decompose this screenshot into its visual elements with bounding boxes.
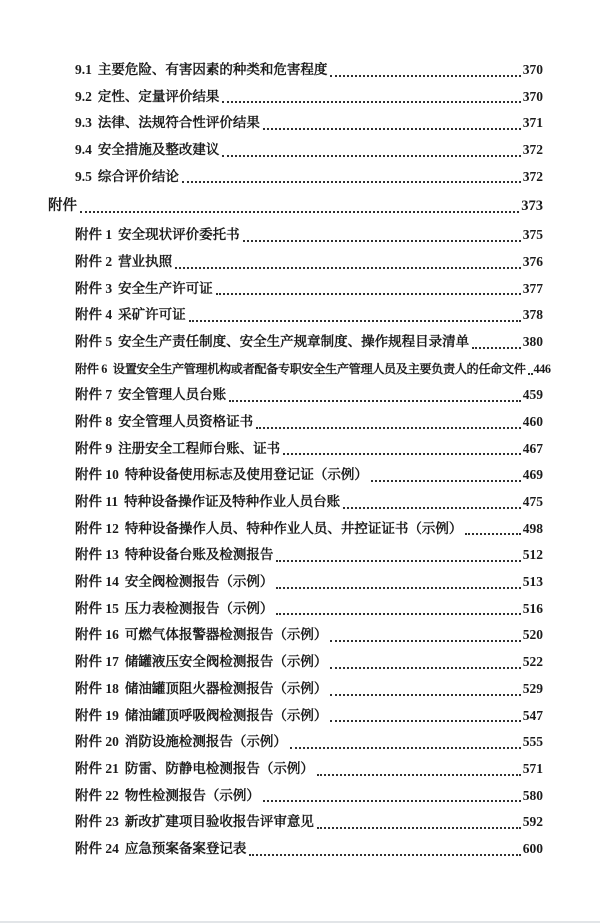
toc-entry-number: 附件 21 bbox=[75, 760, 119, 776]
leader-dots bbox=[260, 783, 523, 810]
toc-row bbox=[48, 57, 543, 84]
toc-entry-number: 附件 16 bbox=[75, 627, 119, 643]
toc-entry-number: 附件 2 bbox=[75, 253, 113, 269]
toc-page-number: 371 bbox=[522, 115, 543, 131]
toc-entry-number: 附件 19 bbox=[75, 707, 119, 723]
toc-page-number: 516 bbox=[522, 600, 543, 616]
toc-row bbox=[48, 436, 543, 463]
toc-page-number: 446 bbox=[533, 361, 551, 376]
toc-row bbox=[48, 649, 543, 676]
toc-entry-title: 安全阀检测报告（示例） bbox=[124, 574, 274, 590]
toc-row bbox=[48, 836, 543, 863]
toc-row bbox=[48, 329, 543, 356]
toc-page-number: 600 bbox=[522, 840, 543, 856]
toc-entry-title: 安全生产责任制度、安全生产规章制度、操作规程目录清单 bbox=[118, 333, 470, 349]
leader-dots bbox=[280, 436, 523, 463]
toc-row bbox=[48, 137, 543, 164]
toc-row bbox=[48, 409, 543, 436]
toc-page-number: 580 bbox=[522, 787, 543, 803]
toc-row bbox=[48, 676, 543, 703]
toc-entry-number: 附件 8 bbox=[75, 413, 113, 429]
toc-row bbox=[48, 193, 543, 220]
leader-dots bbox=[327, 703, 522, 730]
toc-entry-number: 附件 1 bbox=[75, 227, 113, 243]
toc-entry-title: 特种设备台账及检测报告 bbox=[124, 547, 274, 563]
toc-entry-number: 附件 23 bbox=[75, 814, 119, 830]
leader-dots bbox=[219, 137, 522, 164]
toc-entry-title: 新改扩建项目验收报告评审意见 bbox=[124, 814, 314, 830]
toc-entry-title: 注册安全工程师台账、证书 bbox=[118, 440, 281, 456]
toc-row bbox=[48, 809, 543, 836]
toc-page-number: 373 bbox=[521, 198, 543, 215]
toc-entry-title: 储罐液压安全阀检测报告（示例） bbox=[124, 654, 328, 670]
toc-entry-number: 附件 6 bbox=[75, 361, 107, 376]
toc-page-number: 370 bbox=[522, 88, 543, 104]
toc-entry-title: 设置安全生产管理机构或者配备专职安全生产管理人员及主要负责人的任命文件 bbox=[112, 361, 526, 376]
toc-entry-title: 压力表检测报告（示例） bbox=[124, 600, 274, 616]
toc-entry-title: 附件 bbox=[48, 198, 77, 215]
leader-dots bbox=[273, 596, 522, 623]
toc-row bbox=[48, 756, 543, 783]
toc-entry-title: 防雷、防静电检测报告（示例） bbox=[124, 760, 314, 776]
toc-row bbox=[48, 249, 543, 276]
leader-dots bbox=[246, 836, 522, 863]
toc-row bbox=[48, 356, 551, 383]
toc-row bbox=[48, 164, 543, 191]
toc-entry-title: 应急预案备案登记表 bbox=[124, 840, 247, 856]
toc-entry-number: 附件 4 bbox=[75, 307, 113, 323]
toc-page-number: 372 bbox=[522, 142, 543, 158]
toc-page-number: 376 bbox=[522, 253, 543, 269]
toc-entry-title: 主要危险、有害因素的种类和危害程度 bbox=[97, 62, 328, 77]
toc-entry-title: 采矿许可证 bbox=[118, 307, 186, 323]
toc-page-number: 512 bbox=[522, 547, 543, 563]
toc-row bbox=[48, 569, 543, 596]
toc-page-number: 547 bbox=[522, 707, 543, 723]
toc-entry-number: 附件 22 bbox=[75, 787, 119, 803]
toc-page-number: 475 bbox=[522, 494, 543, 509]
toc-entry-title: 特种设备操作证及特种作业人员台账 bbox=[124, 494, 341, 509]
toc-entry-number: 附件 24 bbox=[75, 840, 119, 856]
leader-dots bbox=[462, 516, 522, 543]
toc-page-number: 520 bbox=[522, 627, 543, 643]
leader-dots bbox=[314, 756, 523, 783]
toc-entry-title: 储油罐顶阻火器检测报告（示例） bbox=[124, 680, 328, 696]
toc-entry-title: 安全现状评价委托书 bbox=[118, 227, 240, 243]
toc-page-number: 522 bbox=[522, 654, 543, 670]
leader-dots bbox=[287, 729, 523, 756]
toc-row bbox=[48, 622, 543, 649]
toc-entry-number: 9.4 bbox=[75, 142, 92, 158]
toc-row bbox=[48, 596, 543, 623]
leader-dots bbox=[219, 84, 522, 111]
toc-entry-title: 储油罐顶呼吸阀检测报告（示例） bbox=[124, 707, 328, 723]
leader-dots bbox=[525, 356, 533, 383]
toc-entry-number: 附件 18 bbox=[75, 680, 119, 696]
toc-page-number: 459 bbox=[522, 387, 543, 403]
leader-dots bbox=[340, 489, 523, 516]
toc-row bbox=[48, 542, 543, 569]
toc-entry-number: 9.5 bbox=[75, 168, 92, 184]
toc-entry-title: 可燃气体报警器检测报告（示例） bbox=[124, 627, 328, 643]
toc-entry-title: 定性、定量评价结果 bbox=[97, 88, 220, 104]
toc-entry-number: 附件 20 bbox=[75, 734, 119, 750]
toc-entry-title: 安全管理人员台账 bbox=[118, 387, 227, 403]
toc-entry-title: 安全管理人员资格证书 bbox=[118, 413, 254, 429]
toc-row bbox=[48, 382, 543, 409]
toc-entry-number: 附件 15 bbox=[75, 600, 119, 616]
toc-page-number: 592 bbox=[522, 814, 543, 830]
toc-entry-number: 附件 3 bbox=[75, 280, 113, 296]
toc-entry-title: 消防设施检测报告（示例） bbox=[124, 734, 287, 750]
toc-entry-number: 附件 12 bbox=[75, 520, 119, 536]
toc-entry-number: 附件 13 bbox=[75, 547, 119, 563]
leader-dots bbox=[273, 569, 522, 596]
leader-dots bbox=[77, 193, 521, 220]
toc-row bbox=[48, 462, 543, 489]
leader-dots bbox=[253, 409, 523, 436]
leader-dots bbox=[213, 276, 523, 303]
toc-page-number: 380 bbox=[522, 333, 543, 349]
toc-entry-title: 法律、法规符合性评价结果 bbox=[97, 115, 260, 131]
toc-entry-number: 9.2 bbox=[75, 88, 92, 104]
toc-page-number: 529 bbox=[522, 680, 543, 696]
leader-dots bbox=[226, 382, 523, 409]
toc-row bbox=[48, 110, 543, 137]
leader-dots bbox=[260, 110, 523, 137]
toc-row bbox=[48, 489, 543, 516]
leader-dots bbox=[186, 302, 523, 329]
leader-dots bbox=[327, 57, 522, 84]
toc-page-number: 375 bbox=[522, 227, 543, 243]
toc-entry-title: 特种设备操作人员、特种作业人员、井控证证书（示例） bbox=[124, 520, 463, 536]
toc-row bbox=[48, 302, 543, 329]
toc-entry-number: 附件 17 bbox=[75, 654, 119, 670]
toc-row bbox=[48, 516, 543, 543]
leader-dots bbox=[368, 462, 523, 489]
toc-entry-title: 安全生产许可证 bbox=[118, 280, 213, 296]
toc-entry-number: 附件 7 bbox=[75, 387, 113, 403]
toc-row bbox=[48, 729, 543, 756]
toc-page-number: 377 bbox=[522, 280, 543, 296]
leader-dots bbox=[314, 809, 523, 836]
leader-dots bbox=[469, 329, 523, 356]
toc-page-number: 378 bbox=[522, 307, 543, 323]
toc-entry-number: 附件 10 bbox=[75, 467, 119, 483]
toc-row bbox=[48, 783, 543, 810]
toc-page-number: 571 bbox=[522, 760, 543, 776]
toc-page-number: 555 bbox=[522, 734, 543, 750]
leader-dots bbox=[327, 676, 522, 703]
toc-entry-number: 9.1 bbox=[75, 62, 92, 77]
toc-entry-title: 安全措施及整改建议 bbox=[97, 142, 220, 158]
toc-entry-title: 特种设备使用标志及使用登记证（示例） bbox=[124, 467, 368, 483]
leader-dots bbox=[327, 649, 522, 676]
toc-entry-title: 物性检测报告（示例） bbox=[124, 787, 260, 803]
toc-row bbox=[48, 276, 543, 303]
toc-entry-number: 附件 9 bbox=[75, 440, 113, 456]
toc-page-number: 460 bbox=[522, 413, 543, 429]
toc-entry-number: 附件 5 bbox=[75, 333, 113, 349]
toc-entry-title: 营业执照 bbox=[118, 253, 173, 269]
toc-page-number: 467 bbox=[522, 440, 543, 456]
leader-dots bbox=[240, 222, 523, 249]
scan-artifact-line bbox=[0, 921, 600, 923]
toc-entry-number: 附件 11 bbox=[75, 494, 119, 509]
toc-page-number: 469 bbox=[522, 467, 543, 483]
toc-page-number: 498 bbox=[522, 520, 543, 536]
toc-row bbox=[48, 222, 543, 249]
leader-dots bbox=[327, 622, 522, 649]
toc-entry-number: 9.3 bbox=[75, 115, 92, 131]
leader-dots bbox=[273, 542, 522, 569]
toc-page-number: 372 bbox=[522, 168, 543, 184]
leader-dots bbox=[179, 164, 523, 191]
toc-entry-number: 附件 14 bbox=[75, 574, 119, 590]
toc-row bbox=[48, 84, 543, 111]
toc-page-number: 513 bbox=[522, 574, 543, 590]
leader-dots bbox=[172, 249, 523, 276]
toc-entry-title: 综合评价结论 bbox=[97, 168, 179, 184]
toc-row bbox=[48, 703, 543, 730]
toc-page-number: 370 bbox=[522, 62, 543, 77]
